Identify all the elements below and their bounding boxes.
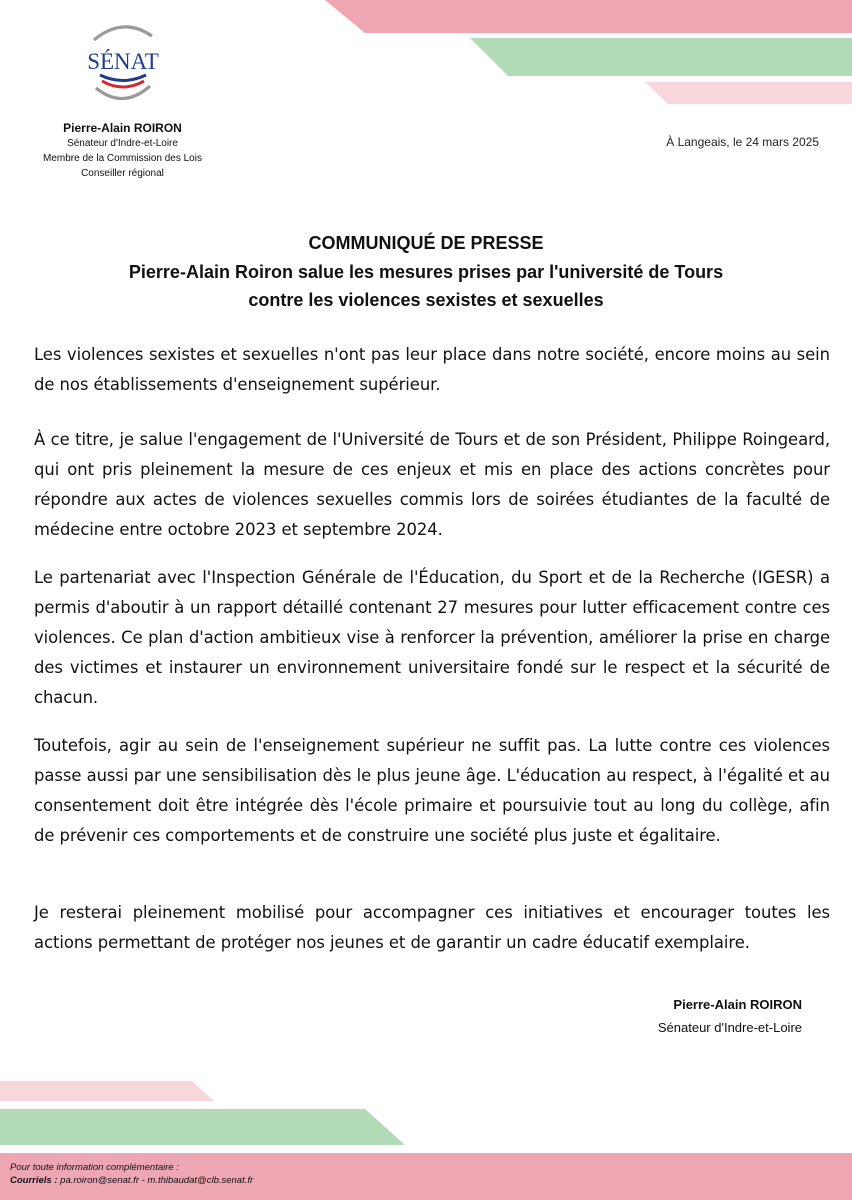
press-release-heading: COMMUNIQUÉ DE PRESSE bbox=[308, 233, 544, 253]
footer-emails-label: Courriels : bbox=[10, 1175, 58, 1186]
header-band-lightpink-shape bbox=[645, 82, 852, 104]
press-release-title-line-1: Pierre-Alain Roiron salue les mesures prises par l'université de Tours bbox=[128, 262, 724, 282]
press-release-title-line-2: contre les violences sexistes et sexuelles bbox=[248, 290, 604, 310]
header-band-green-shape bbox=[470, 38, 852, 76]
senat-logo bbox=[78, 14, 168, 106]
logo-blue-arc bbox=[100, 75, 146, 81]
sender-council: Conseiller régional bbox=[81, 168, 164, 179]
footer-contacts bbox=[10, 1175, 253, 1186]
document-date: À Langeais, le 24 mars 2025 bbox=[666, 135, 819, 149]
footer-band-green-shape bbox=[0, 1109, 405, 1145]
header-band-pink-shape bbox=[325, 0, 852, 33]
logo-top-arc bbox=[94, 27, 152, 40]
footer-emails: pa.roiron@senat.fr - m.thibaudat@clb.senat.fr bbox=[60, 1175, 254, 1186]
sender-commission: Membre de la Commission des Lois bbox=[43, 153, 202, 164]
body-paragraph-1: Les violences sexistes et sexuelles n'ont pas leur place dans notre société, encore moins au sein de nos établissements d'enseignement supérieur. bbox=[34, 345, 830, 394]
body-paragraph-4: Toutefois, agir au sein de l'enseignement supérieur ne suffit pas. La lutte contre ces violences passe aussi par une sensibilisation dès le plus jeune âge. L'éducation au respect, à l'égalité et au consentement doit être intégrée dès l'école primaire et poursuivie tout au long du collège, afin de prévenir ces comportements et de construire une société plus juste et égalitaire. bbox=[34, 736, 830, 845]
signature-name: Pierre-Alain ROIRON bbox=[673, 997, 802, 1012]
signature-role: Sénateur d'Indre-et-Loire bbox=[657, 1020, 802, 1035]
sender-name: Pierre-Alain ROIRON bbox=[63, 121, 182, 135]
body-paragraph-5: Je resterai pleinement mobilisé pour accompagner ces initiatives et encourager toutes les actions permettant de protéger nos jeunes et de garantir un cadre éducatif exemplaire. bbox=[34, 903, 830, 952]
body-paragraph-3: Le partenariat avec l'Inspection Générale de l'Éducation, du Sport et de la Recherche (IGESR) a permis d'aboutir à un rapport détaillé contenant 27 mesures pour lutter efficacement contre ces violences. Ce plan d'action ambitieux vise à renforcer la prévention, améliorer la prise en charge des victimes et instaurer un environnement universitaire fondé sur le respect et la sécurité de chacun. bbox=[34, 568, 830, 707]
logo-text: SÉNAT bbox=[87, 49, 159, 74]
footer-info: Pour toute information complémentaire : bbox=[10, 1162, 179, 1173]
sender-role: Sénateur d'Indre-et-Loire bbox=[67, 138, 178, 149]
body-paragraph-2: À ce titre, je salue l'engagement de l'Université de Tours et de son Président, Philippe Roingeard, qui ont pris pleinement la mesure de ces enjeux et mis en place des actions concrètes pour répondre aux actes de violences sexuelles commis lors de soirées étudiantes de la faculté de médecine entre octobre 2023 et septembre 2024. bbox=[34, 430, 830, 539]
footer-band-lightpink-shape bbox=[0, 1081, 214, 1101]
